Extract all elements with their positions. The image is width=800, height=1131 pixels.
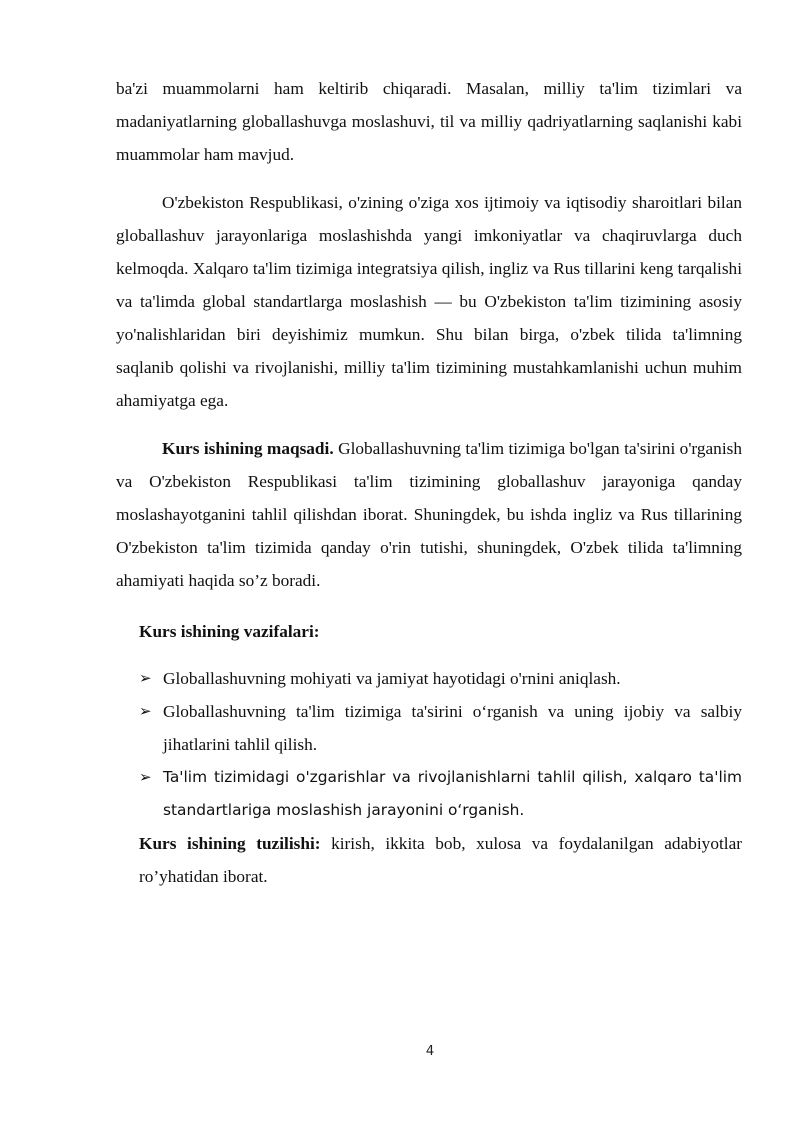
list-item [139, 695, 742, 761]
paragraph-intro: ba'zi muammolarni ham keltirib chiqaradi. Masalan, milliy ta'lim tizimlari va madaniyatlarning globallashuvga moslashuvi, til va milliy qadriyatlarning saqlanishi kabi muammolar ham mavjud. [116, 79, 742, 164]
arrowhead-bullet-icon: ➢ [139, 702, 152, 720]
paragraph-structure [116, 827, 742, 893]
arrowhead-bullet-icon: ➢ [139, 669, 152, 687]
list-item [139, 662, 742, 695]
paragraph-goal [116, 432, 742, 597]
paragraph-uzbekistan: O'zbekiston Respublikasi, o'zining o'ziga xos ijtimoiy va iqtisodiy sharoitlari bilan globallashuv jarayonlariga moslashishda yangi imkoniyatlar va chaqiruvlarga duch kelmoqda. Xalqaro ta'lim tizimiga integratsiya qilish, ingliz va Rus tillarini keng tarqalishi va ta'limda global standartlarga moslashish — bu O'zbekiston ta'lim tizimining asosiy yo'nalishlaridan biri deyishimiz mumkun. Shu bilan birga, o'zbek tilida ta'limning saqlanib qolishi va rivojlanishi, milliy ta'lim tizimining mustahkamlanishi uchun muhim ahamiyatga ega. [116, 193, 742, 410]
goal-text: Globallashuvning ta'lim tizimiga bo'lgan ta'sirini o'rganish va O'zbekiston Respublikasi ta'lim tizimining globallashuv jarayoniga qanday moslashayotganini tahlil qilishdan iborat. Shuningdek, bu ishda ingliz va Rus tillarining O'zbekiston ta'lim tizimida qanday o'rin tutishi, shuningdek, O'zbek tilida ta'limning ahamiyati haqida so’z boradi. [116, 439, 742, 590]
goal-label: Kurs ishining maqsadi. [162, 439, 334, 458]
structure-label: Kurs ishining tuzilishi: [139, 834, 321, 853]
document-page [116, 72, 742, 893]
task-text: Globallashuvning ta'lim tizimiga ta'sirini o‘rganish va uning ijobiy va salbiy jihatlarini tahlil qilish. [163, 702, 742, 754]
page-number: 4 [425, 1044, 435, 1059]
list-item [139, 761, 742, 827]
arrowhead-bullet-icon: ➢ [139, 768, 152, 786]
tasks-list [116, 662, 742, 827]
structure-text: kirish, ikkita bob, xulosa va foydalanilgan adabiyotlar ro’yhatidan iborat. [139, 834, 742, 886]
tasks-heading: Kurs ishining vazifalari: [139, 622, 320, 641]
task-text: Ta'lim tizimidagi o'zgarishlar va rivojlanishlarni tahlil qilish, xalqaro ta'lim standartlariga moslashish jarayonini o‘rganish. [163, 768, 742, 819]
task-text: Globallashuvning mohiyati va jamiyat hayotidagi o'rnini aniqlash. [163, 669, 621, 688]
